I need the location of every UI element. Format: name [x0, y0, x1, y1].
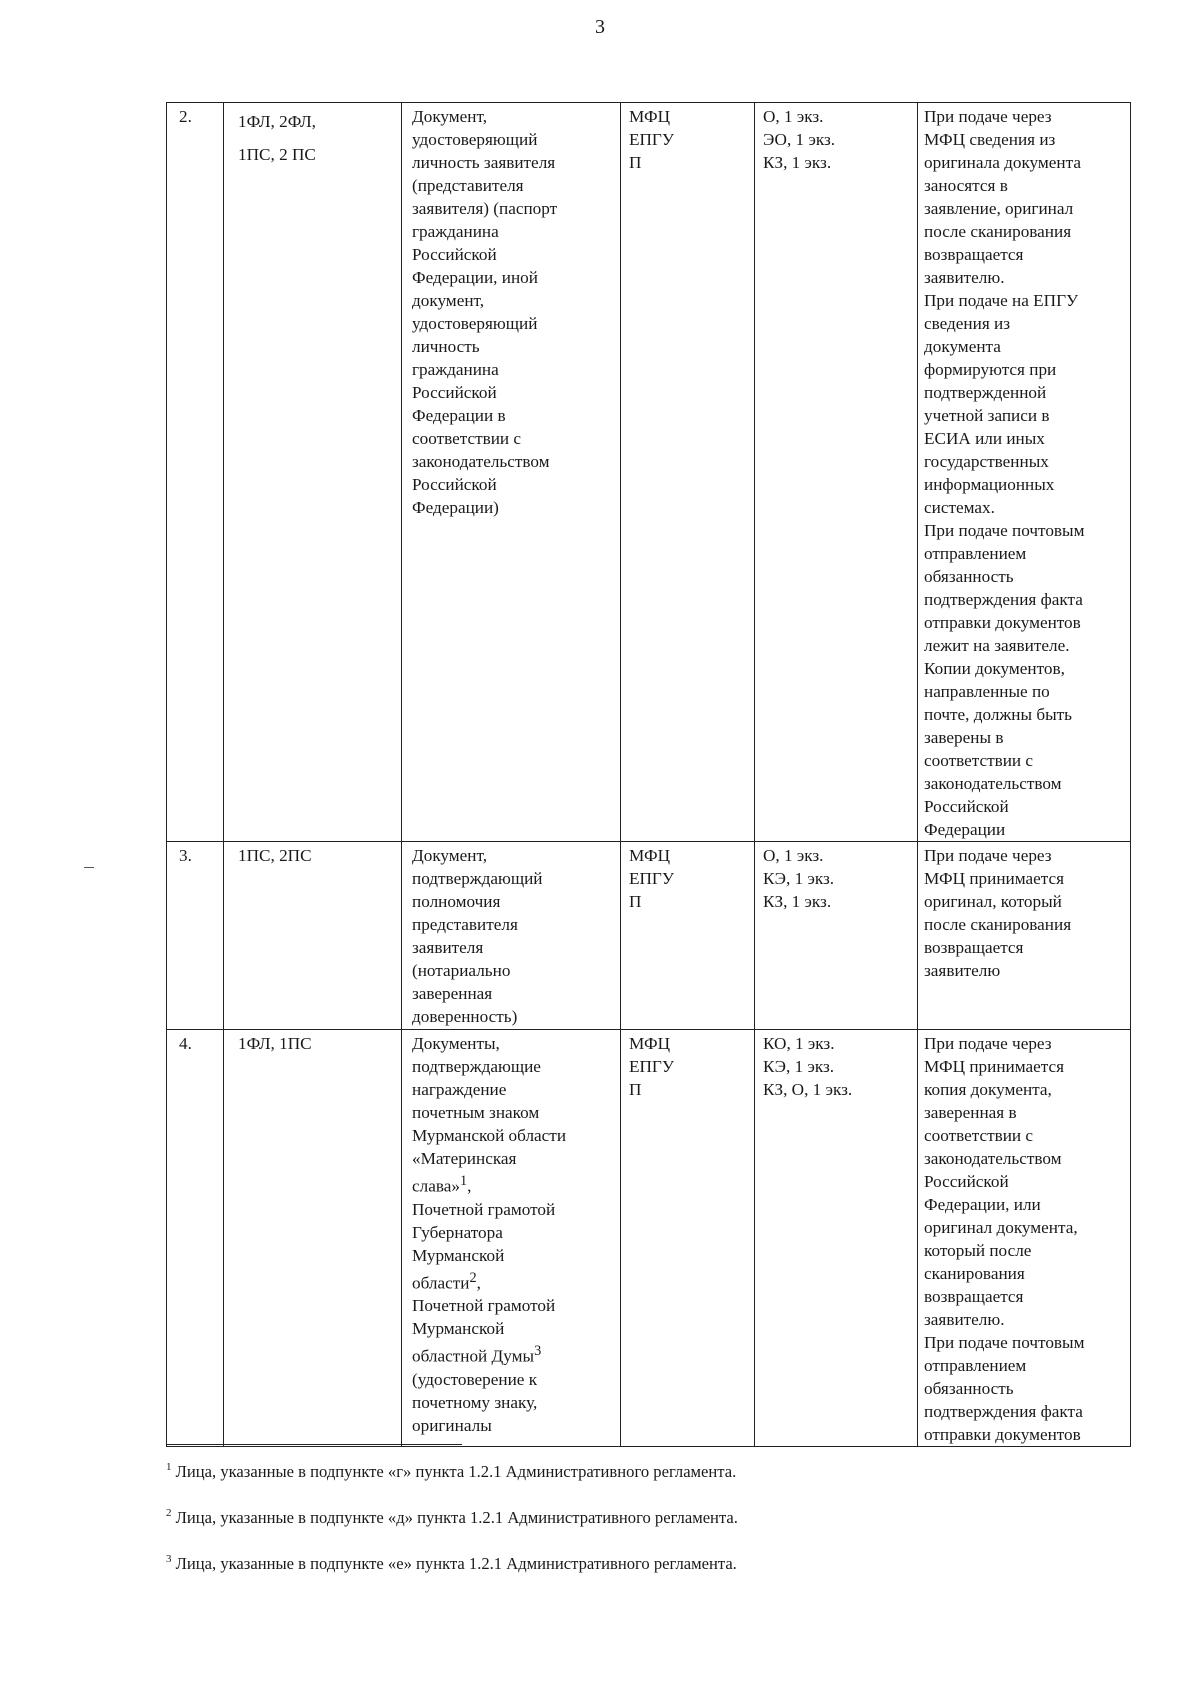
- document-description: Документ, удостоверяющий личность заявителя (представителя заявителя) (паспорт гражданина Российской Федерации, иной документ, удостоверяющий личность гражданина Российской Федерации в соответствии с законодательством Российской Федерации): [402, 103, 621, 842]
- row-number: 2.: [167, 103, 224, 842]
- document-description-part: Почетной грамотой Губернатора Мурманской области: [412, 1199, 556, 1293]
- submission-note: При подаче через МФЦ сведения из оригинала документа заносятся в заявление, оригинал после сканирования возвращается заявителю. При подаче на ЕПГУ сведения из документа формируются при подтвержденной учетной записи в ЕСИА или иных государственных информационных системах. При подаче почтовым отправлением обязанность подтверждения факта отправки документов лежит на заявителе. Копии документов, направленные по почте, должны быть заверены в соответствии с законодательством Российской Федерации: [918, 103, 1131, 842]
- footnote-mark: 3: [166, 1553, 172, 1565]
- row-number: 4.: [167, 1030, 224, 1447]
- documents-table: [166, 102, 1131, 1447]
- table-row: [167, 842, 1131, 1030]
- submission-note: При подаче через МФЦ принимается оригинал, который после сканирования возвращается заявителю: [918, 842, 1131, 1030]
- submission-channels: МФЦ ЕПГУ П: [621, 1030, 755, 1447]
- document-description: [402, 1030, 621, 1447]
- footnote-mark: 2: [166, 1507, 172, 1519]
- copies-format: КО, 1 экз. КЭ, 1 экз. КЗ, О, 1 экз.: [755, 1030, 918, 1447]
- page-number: 3: [595, 16, 605, 38]
- footnote-mark: 1: [166, 1461, 172, 1473]
- footnote: [166, 1554, 737, 1574]
- document-description: Документ, подтверждающий полномочия представителя заявителя (нотариально заверенная доверенность): [402, 842, 621, 1030]
- footnote-text: Лица, указанные в подпункте «д» пункта 1.2.1 Административного регламента.: [171, 1508, 738, 1527]
- submission-channels: МФЦ ЕПГУ П: [621, 842, 755, 1030]
- footnote-text: Лица, указанные в подпункте «г» пункта 1.2.1 Административного регламента.: [171, 1462, 737, 1481]
- document-description-part: ,: [467, 1176, 472, 1196]
- footnote: [166, 1462, 736, 1482]
- submission-channels: МФЦ ЕПГУ П: [621, 103, 755, 842]
- footnote: [166, 1508, 738, 1528]
- footnote-separator: [166, 1444, 462, 1445]
- footnote-reference: 1: [459, 1173, 468, 1189]
- footnote-reference: 3: [534, 1343, 542, 1360]
- row-number: 3.: [167, 842, 224, 1030]
- table-row: [167, 1030, 1131, 1447]
- applicant-categories: 1ФЛ, 1ПС: [224, 1030, 402, 1447]
- applicant-categories: 1ФЛ, 2ФЛ, 1ПС, 2 ПС: [224, 103, 402, 842]
- scan-mark: [84, 867, 94, 868]
- document-description-part: (удостоверение к почетному знаку, оригиналы: [412, 1370, 538, 1436]
- table-row: [167, 103, 1131, 842]
- submission-note: При подаче через МФЦ принимается копия документа, заверенная в соответствии с законодательством Российской Федерации, или оригинал документа, который после сканирования возвращается заявителю. При подаче почтовым отправлением обязанность подтверждения факта отправки документов: [918, 1030, 1131, 1447]
- copies-format: О, 1 экз. ЭО, 1 экз. КЗ, 1 экз.: [755, 103, 918, 842]
- document-description-part: Документы, подтверждающие награждение почетным знаком Мурманской области «Материнская слава»: [412, 1034, 567, 1196]
- footnote-text: Лица, указанные в подпункте «е» пункта 1.2.1 Административного регламента.: [171, 1554, 737, 1573]
- document-description-part: Почетной грамотой Мурманской областной Думы: [412, 1296, 556, 1367]
- applicant-categories: 1ПС, 2ПС: [224, 842, 402, 1030]
- footnote-reference: 2: [469, 1269, 477, 1286]
- copies-format: О, 1 экз. КЭ, 1 экз. КЗ, 1 экз.: [755, 842, 918, 1030]
- document-description-part: ,: [476, 1273, 481, 1293]
